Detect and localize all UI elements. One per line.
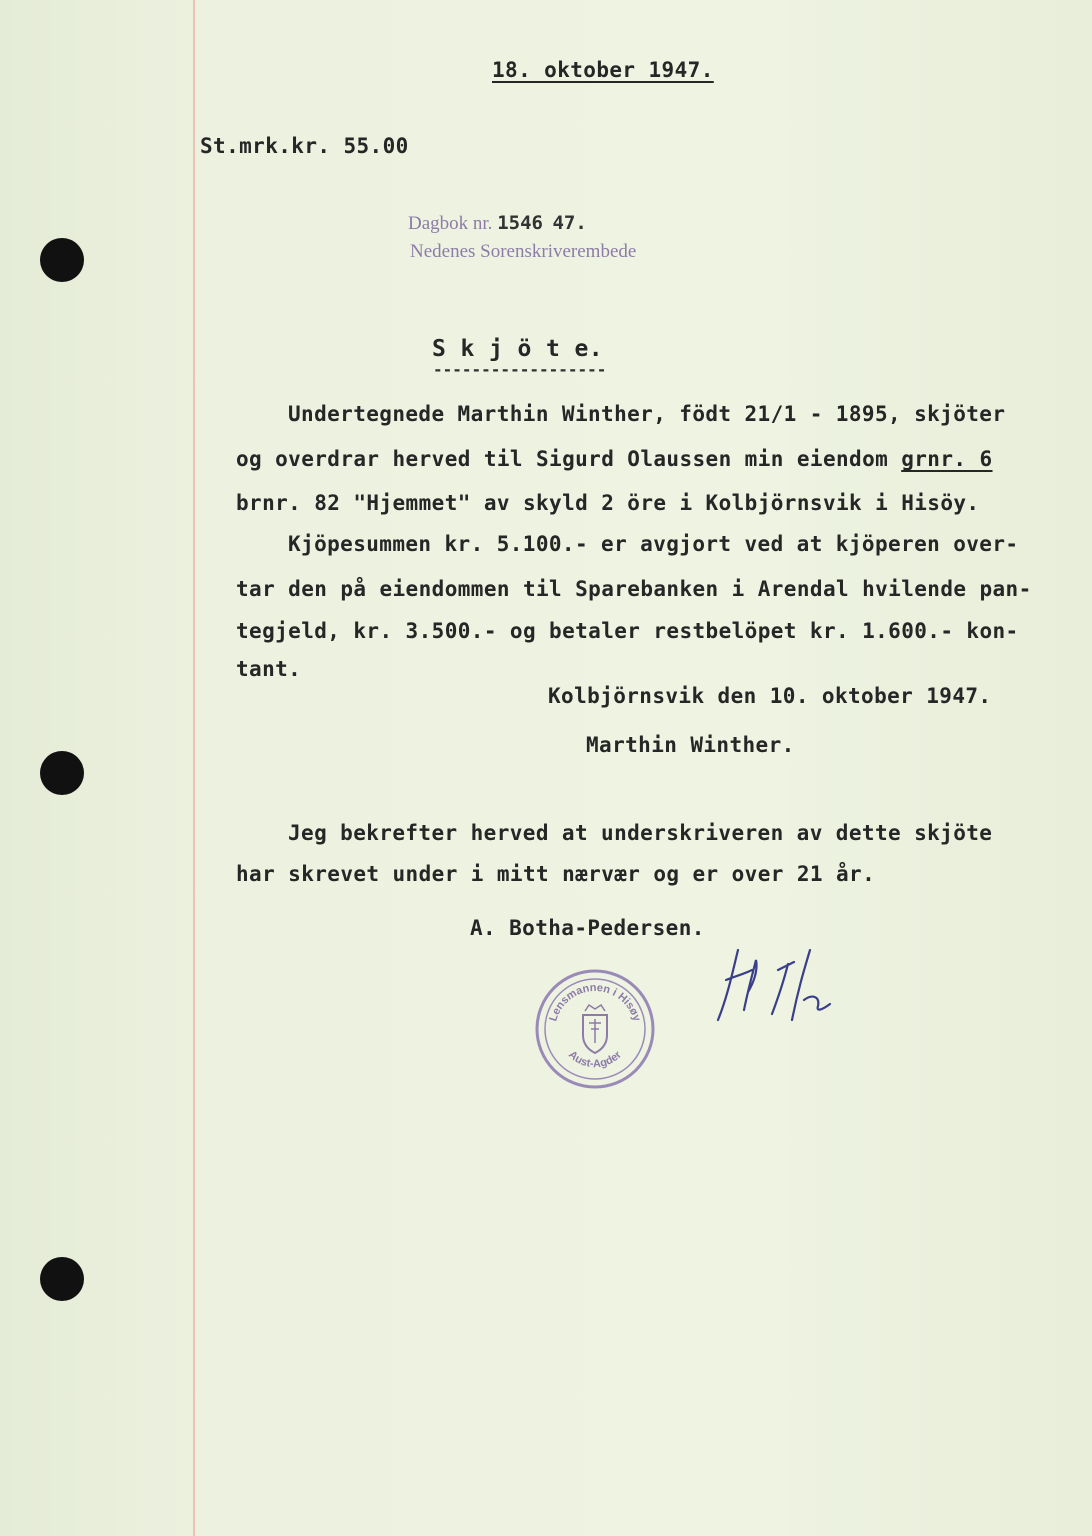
body-line — [236, 447, 993, 471]
title-underline: ------------------ — [433, 360, 607, 379]
register-stamp-number: 1546 — [497, 212, 543, 234]
body-line: tegjeld, kr. 3.500.- og betaler restbelöpet kr. 1.600.- kon- — [236, 619, 1019, 643]
witness-line: Jeg bekrefter herved at underskriveren av dette skjöte — [288, 821, 993, 845]
stamp-fee: St.mrk.kr. 55.00 — [200, 134, 409, 158]
body-line: Kjöpesummen kr. 5.100.- er avgjort ved at kjöperen over- — [288, 532, 1019, 556]
punch-hole — [40, 238, 84, 282]
place-date: Kolbjörnsvik den 10. oktober 1947. — [548, 684, 992, 708]
header-date: 18. oktober 1947. — [492, 58, 714, 82]
official-seal — [533, 967, 657, 1091]
witness-line: har skrevet under i mitt nærvær og er over 21 år. — [236, 862, 876, 886]
signer-name: Marthin Winther. — [586, 733, 795, 757]
register-stamp-office: Nedenes Sorenskriverembede — [410, 241, 637, 262]
seal-text-top: Lensmannen i Hisøy — [547, 981, 643, 1023]
body-line: brnr. 82 "Hjemmet" av skyld 2 öre i Kolbjörnsvik i Hisöy. — [236, 491, 980, 515]
punch-hole — [40, 1257, 84, 1301]
seal-text-bottom: Aust-Agder — [566, 1048, 624, 1071]
witness-name: A. Botha-Pedersen. — [470, 916, 705, 940]
svg-text:Aust-Agder — [566, 1048, 624, 1070]
body-line: tar den på eiendommen til Sparebanken i Arendal hvilende pan- — [236, 577, 1032, 601]
svg-text:Lensmannen i Hisøy — [547, 982, 643, 1024]
register-stamp-year: 47. — [552, 212, 587, 234]
body-line-text: og overdrar herved til Sigurd Olaussen min eiendom — [236, 447, 889, 471]
register-stamp-line — [408, 212, 587, 235]
property-number: grnr. 6 — [901, 447, 993, 471]
body-line: Undertegnede Marthin Winther, födt 21/1 - 1895, skjöter — [288, 402, 1006, 426]
margin-rule — [193, 0, 195, 1536]
handwritten-initials — [708, 940, 848, 1030]
register-stamp-label: Dagbok nr. — [408, 213, 493, 234]
body-line: tant. — [236, 657, 302, 681]
document-title: S k j ö t e. — [432, 336, 603, 362]
punch-hole — [40, 751, 84, 795]
